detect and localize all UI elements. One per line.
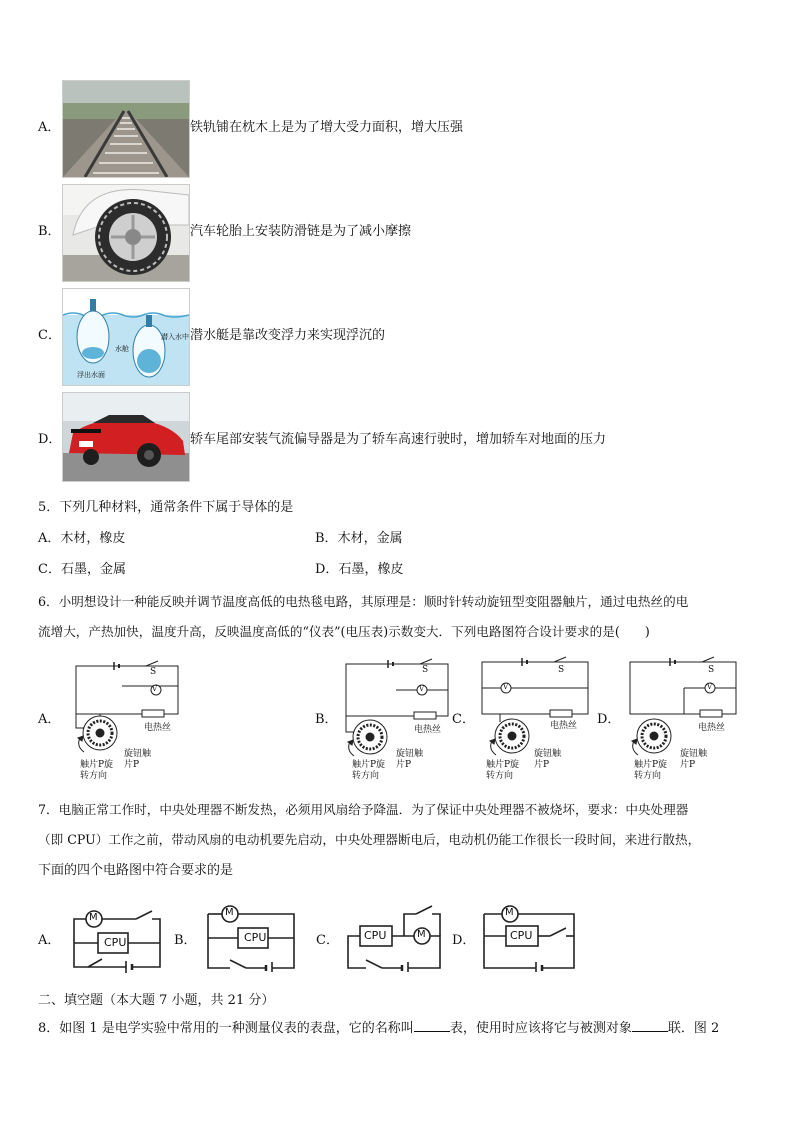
direction-label-2: 转方向 [352, 771, 380, 781]
q6-circuit-c [472, 656, 594, 780]
q7-option-letter-d: D． [452, 933, 476, 948]
direction-label-2: 转方向 [634, 771, 662, 781]
q8-part2: 表，使用时应该将它与被测对象 [449, 1021, 632, 1036]
heater-label: 电热丝 [550, 721, 578, 731]
option-letter: D． [38, 432, 62, 447]
direction-label-1: 触片P旋 [80, 760, 114, 770]
option-text: 铁轨铺在枕木上是为了增大受力面积，增大压强 [190, 120, 464, 135]
q7-circuit-c [342, 900, 446, 972]
knob-label-1: 旋钮触 [396, 749, 424, 759]
red-car-photo [62, 392, 190, 482]
q5-option-c: C．石墨，金属 [38, 562, 126, 577]
heater-label: 电热丝 [414, 725, 442, 735]
option-letter: C． [38, 328, 61, 343]
question-7-stem-line1: 7．电脑正常工作时，中央处理器不断发热，必须用风扇给予降温．为了保证中央处理器不被烧坏，要求：中央处理器 [38, 802, 689, 817]
knob-label-1: 旋钮触 [124, 749, 152, 759]
question-7-stem-line3: 下面的四个电路图中符合要求的是 [38, 863, 234, 878]
cpu-label: CPU [244, 931, 267, 944]
q7-option-letter-b: B． [174, 933, 197, 948]
option-letter: B． [38, 224, 61, 239]
q6-circuit-a [62, 658, 192, 780]
q6-circuit-d [618, 656, 742, 780]
q8-part3: 联．图 2 [667, 1021, 720, 1036]
cpu-label: CPU [104, 936, 127, 949]
cpu-label: CPU [510, 929, 533, 942]
q5-option-b: B．木材，金属 [315, 531, 403, 546]
direction-label-2: 转方向 [80, 771, 108, 781]
q6-option-letter-a: A． [38, 712, 61, 727]
q5-option-d: D．石墨，橡皮 [315, 562, 404, 577]
q7-option-letter-c: C． [316, 933, 339, 948]
knob-label-2: 片P [680, 760, 696, 770]
q7-circuit-b [200, 900, 300, 972]
question-5-stem: 5．下列几种材料，通常条件下属于导体的是 [38, 500, 294, 515]
q6-option-letter-d: D． [597, 712, 621, 727]
q8-part1: 8．如图 1 是电学实验中常用的一种测量仪表的表盘，它的名称叫 [38, 1021, 414, 1036]
question-8-line [38, 1019, 719, 1038]
submarine-diagram [62, 288, 190, 386]
heater-label: 电热丝 [698, 723, 726, 733]
q6-option-letter-b: B． [315, 712, 338, 727]
direction-label-2: 转方向 [486, 771, 514, 781]
q6-circuit-b [334, 658, 452, 780]
option-text: 汽车轮胎上安装防滑链是为了减小摩擦 [190, 224, 412, 239]
q7-option-letter-a: A． [38, 933, 61, 948]
motor-label: M [417, 929, 426, 940]
knob-label-1: 旋钮触 [680, 749, 708, 759]
q7-circuit-d [476, 900, 580, 972]
heater-label: 电热丝 [144, 723, 172, 733]
knob-label-2: 片P [534, 760, 550, 770]
option-text: 轿车尾部安装气流偏导器是为了轿车高速行驶时，增加轿车对地面的压力 [190, 432, 607, 447]
option-letter: A． [38, 120, 61, 135]
dive-label: 潜入水中 [161, 333, 189, 341]
tire-chain-photo [62, 184, 190, 282]
question-7-stem-line2: （即 CPU）工作之前，带动风扇的电动机要先启动，中央处理器断电后，电动机仍能工作很长一段时间，来进行散热， [38, 832, 701, 847]
q5-option-a: A．木材，橡皮 [38, 531, 126, 546]
voltmeter-label: V [707, 683, 713, 691]
direction-label-1: 触片P旋 [634, 760, 668, 770]
switch-label: S [422, 665, 429, 675]
voltmeter-label: V [503, 683, 509, 691]
railway-track-photo [62, 80, 190, 178]
direction-label-1: 触片P旋 [352, 760, 386, 770]
motor-label: M [225, 907, 234, 918]
surface-label: 浮出水面 [77, 371, 105, 379]
q6-option-letter-c: C． [452, 712, 475, 727]
question-6-stem-line2: 流增大，产热加快，温度升高，反映温度高低的“仪表”(电压表)示数变大．下列电路图符合设计要求的是( ) [38, 624, 650, 639]
knob-label-2: 片P [124, 760, 140, 770]
direction-label-1: 触片P旋 [486, 760, 520, 770]
motor-label: M [89, 912, 98, 923]
option-text: 潜水艇是靠改变浮力来实现浮沉的 [190, 328, 386, 343]
q7-circuit-a [66, 905, 166, 973]
section-heading: 二、填空题（本大题 7 小题，共 21 分） [38, 993, 275, 1008]
knob-label-1: 旋钮触 [534, 749, 562, 759]
switch-label: S [558, 665, 565, 675]
switch-label: S [150, 667, 157, 677]
cpu-label: CPU [364, 929, 387, 942]
answer-blank[interactable] [414, 1019, 450, 1032]
question-6-stem-line1: 6．小明想设计一种能反映并调节温度高低的电热毯电路，其原理是：顺时针转动旋钮型变阻器触片，通过电热丝的电 [38, 594, 689, 609]
knob-label-2: 片P [396, 760, 412, 770]
motor-label: M [505, 907, 514, 918]
voltmeter-label: V [152, 685, 158, 693]
water-tank-label: 水舱 [115, 345, 129, 353]
voltmeter-label: V [419, 685, 425, 693]
switch-label: S [708, 665, 715, 675]
answer-blank[interactable] [632, 1019, 668, 1032]
